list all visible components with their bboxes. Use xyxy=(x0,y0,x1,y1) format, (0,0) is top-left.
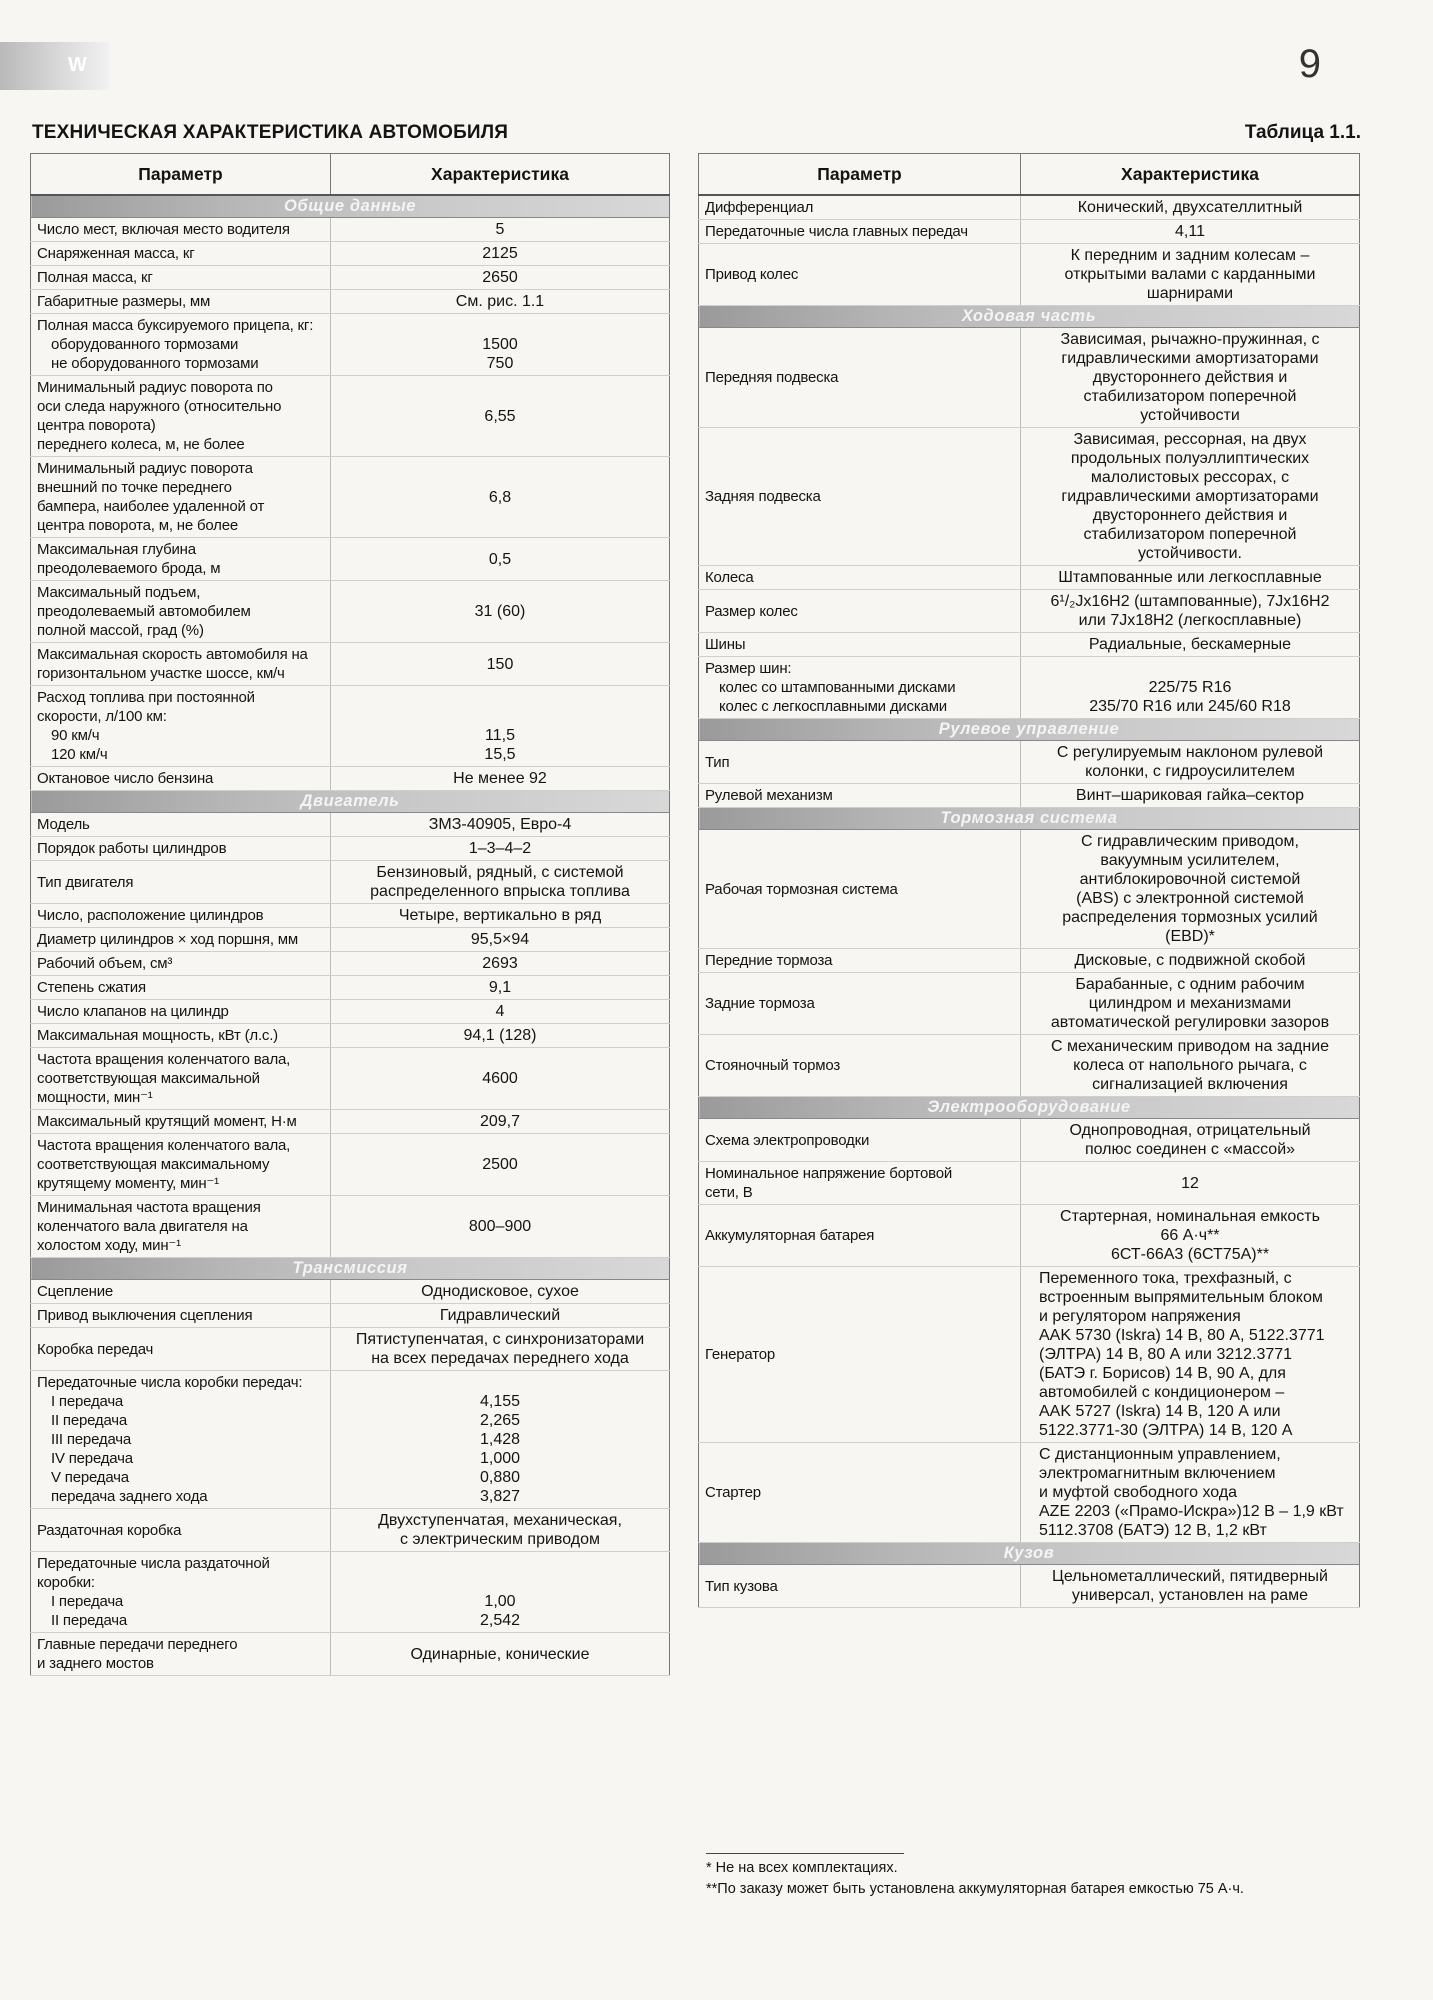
table-row: Передаточные числа коробки передач: I передача II передача III передача IV передача V передача передача заднего хода 4,155 2,265 1,428 1,000 0,880 3,827 xyxy=(31,1371,670,1509)
table-row: Расход топлива при постоянной скорости, л/100 км: 90 км/ч 120 км/ч 11,5 15,5 xyxy=(31,686,670,767)
table-row: Передаточные числа раздаточной коробки: I передача II передача 1,00 2,542 xyxy=(31,1552,670,1633)
table-row: Максимальная мощность, кВт (л.с.) 94,1 (128) xyxy=(31,1024,670,1048)
table-row: Дифференциал Конический, двухсателлитный xyxy=(699,195,1360,220)
table-row: Тип двигателя Бензиновый, рядный, с системой распределенного впрыска топлива xyxy=(31,861,670,904)
table-row: Стояночный тормоз С механическим приводом на задние колеса от напольного рычага, с сигнализацией включения xyxy=(699,1035,1360,1097)
header-characteristic: Характеристика xyxy=(1021,154,1360,196)
table-row: Раздаточная коробка Двухступенчатая, механическая, с электрическим приводом xyxy=(31,1509,670,1552)
table-row: Полная масса буксируемого прицепа, кг: оборудованного тормозами не оборудованного тормозами 1500 750 xyxy=(31,314,670,376)
table-label: Таблица 1.1. xyxy=(1244,122,1361,143)
table-row: Аккумуляторная батарея Стартерная, номинальная емкость 66 А·ч** 6СТ-66А3 (6СТ75А)** xyxy=(699,1205,1360,1267)
table-row: Задняя подвеска Зависимая, рессорная, на двух продольных полуэллиптических малолистовых рессорах, с гидравлическими амортизаторами двустороннего действия и стабилизатором поперечной устойчивости. xyxy=(699,428,1360,566)
corner-tab xyxy=(0,42,110,90)
table-row: Максимальная глубина преодолеваемого брода, м 0,5 xyxy=(31,538,670,581)
table-row: Порядок работы цилиндров 1–3–4–2 xyxy=(31,837,670,861)
right-spec-column xyxy=(698,153,1360,1608)
table-row: Минимальный радиус поворота по оси следа наружного (относительно центра поворота) переднего колеса, м, не более 6,55 xyxy=(31,376,670,457)
table-row: Степень сжатия 9,1 xyxy=(31,976,670,1000)
table-row: Максимальная скорость автомобиля на горизонтальном участке шоссе, км/ч 150 xyxy=(31,643,670,686)
footnote-2: **По заказу может быть установлена аккумуляторная батарея емкостью 75 А·ч. xyxy=(706,1881,1244,1897)
table-row: Минимальный радиус поворота внешний по точке переднего бампера, наиболее удаленной от центра поворота, м, не более 6,8 xyxy=(31,457,670,538)
table-row: Передние тормоза Дисковые, с подвижной скобой xyxy=(699,949,1360,973)
footnotes xyxy=(706,1853,1366,1900)
table-row: Сцепление Однодисковое, сухое xyxy=(31,1280,670,1304)
table-row: Передняя подвеска Зависимая, рычажно-пружинная, с гидравлическими амортизаторами двустороннего действия и стабилизатором поперечной устойчивости xyxy=(699,328,1360,428)
header-characteristic: Характеристика xyxy=(331,154,670,196)
table-row: Диаметр цилиндров × ход поршня, мм 95,5×94 xyxy=(31,928,670,952)
table-header-row xyxy=(699,154,1360,196)
table-row: Частота вращения коленчатого вала, соответствующая максимальной мощности, мин⁻¹ 4600 xyxy=(31,1048,670,1110)
table-row: Октановое число бензина Не менее 92 xyxy=(31,767,670,791)
table-row: Размер шин: колес со штампованными дисками колес с легкосплавными дисками 225/75 R16 235/70 R16 или 245/60 R18 xyxy=(699,657,1360,719)
section-body: Кузов xyxy=(699,1543,1360,1565)
table-header-row xyxy=(31,154,670,196)
section-electrical: Электрооборудование xyxy=(699,1097,1360,1119)
left-spec-table xyxy=(30,153,670,1676)
page-number: 9 xyxy=(1298,42,1321,86)
table-row: Задние тормоза Барабанные, с одним рабочим цилиндром и механизмами автоматической регулировки зазоров xyxy=(699,973,1360,1035)
table-row: Номинальное напряжение бортовой сети, В 12 xyxy=(699,1162,1360,1205)
table-row: Главные передачи переднего и заднего мостов Одинарные, конические xyxy=(31,1633,670,1676)
table-row: Рулевой механизм Винт–шариковая гайка–сектор xyxy=(699,784,1360,808)
table-row: Рабочая тормозная система С гидравлическим приводом, вакуумным усилителем, антиблокировочной системой (ABS) с электронной системой распределения тормозных усилий (EBD)* xyxy=(699,830,1360,949)
table-row: Привод колес К передним и задним колесам – открытыми валами с карданными шарнирами xyxy=(699,244,1360,306)
table-row: Тип кузова Цельнометаллический, пятидверный универсал, установлен на раме xyxy=(699,1565,1360,1608)
section-transmission: Трансмиссия xyxy=(31,1258,670,1280)
corner-tab-text: W xyxy=(68,54,88,76)
table-row: Передаточные числа главных передач 4,11 xyxy=(699,220,1360,244)
table-row: Число, расположение цилиндров Четыре, вертикально в ряд xyxy=(31,904,670,928)
table-row: Число мест, включая место водителя 5 xyxy=(31,218,670,242)
table-row: Полная масса, кг 2650 xyxy=(31,266,670,290)
section-steering: Рулевое управление xyxy=(699,719,1360,741)
table-row: Габаритные размеры, мм См. рис. 1.1 xyxy=(31,290,670,314)
document-title: ТЕХНИЧЕСКАЯ ХАРАКТЕРИСТИКА АВТОМОБИЛЯ xyxy=(32,122,509,143)
header-parameter: Параметр xyxy=(699,154,1021,196)
table-row: Модель ЗМЗ-40905, Евро-4 xyxy=(31,813,670,837)
section-brakes: Тормозная система xyxy=(699,808,1360,830)
table-row: Шины Радиальные, бескамерные xyxy=(699,633,1360,657)
table-row: Тип С регулируемым наклоном рулевой колонки, с гидроусилителем xyxy=(699,741,1360,784)
header-parameter: Параметр xyxy=(31,154,331,196)
table-row: Колеса Штампованные или легкосплавные xyxy=(699,566,1360,590)
table-row: Стартер С дистанционным управлением, электромагнитным включением и муфтой свободного хода AZE 2203 («Прамо-Искра»)12 В – 1,9 кВт 5112.3708 (БАТЭ) 12 В, 1,2 кВт xyxy=(699,1443,1360,1543)
table-row: Схема электропроводки Однопроводная, отрицательный полюс соединен с «массой» xyxy=(699,1119,1360,1162)
section-chassis: Ходовая часть xyxy=(699,306,1360,328)
section-engine: Двигатель xyxy=(31,791,670,813)
table-row: Снаряженная масса, кг 2125 xyxy=(31,242,670,266)
right-spec-table xyxy=(698,153,1360,1608)
footnote-1: * Не на всех комплектациях. xyxy=(706,1860,898,1876)
table-row: Максимальный крутящий момент, Н·м 209,7 xyxy=(31,1110,670,1134)
left-spec-column xyxy=(30,153,670,1676)
table-row: Число клапанов на цилиндр 4 xyxy=(31,1000,670,1024)
table-row: Максимальный подъем, преодолеваемый автомобилем полной массой, град (%) 31 (60) xyxy=(31,581,670,643)
table-row: Минимальная частота вращения коленчатого вала двигателя на холостом ходу, мин⁻¹ 800–900 xyxy=(31,1196,670,1258)
footnote-divider xyxy=(706,1853,904,1854)
section-general: Общие данные xyxy=(31,195,670,218)
table-row: Размер колес 6¹/₂Jx16H2 (штампованные), 7Jx16H2 или 7Jx18H2 (легкосплавные) xyxy=(699,590,1360,633)
table-row: Генератор Переменного тока, трехфазный, с встроенным выпрямительным блоком и регулятором напряжения AAK 5730 (Iskra) 14 В, 80 А, 5122.3771 (ЭЛТРА) 14 В, 80 А или 3212.3771 (БАТЭ г. Борисов) 14 В, 90 А, для автомобилей с кондиционером – AAK 5727 (Iskra) 14 В, 120 А или 5122.3771-30 (ЭЛТРА) 14 В, 120 А xyxy=(699,1267,1360,1443)
table-row: Частота вращения коленчатого вала, соответствующая максимальному крутящему моменту, мин⁻¹ 2500 xyxy=(31,1134,670,1196)
table-row: Рабочий объем, см³ 2693 xyxy=(31,952,670,976)
table-row: Привод выключения сцепления Гидравлический xyxy=(31,1304,670,1328)
table-row: Коробка передач Пятиступенчатая, с синхронизаторами на всех передачах переднего хода xyxy=(31,1328,670,1371)
